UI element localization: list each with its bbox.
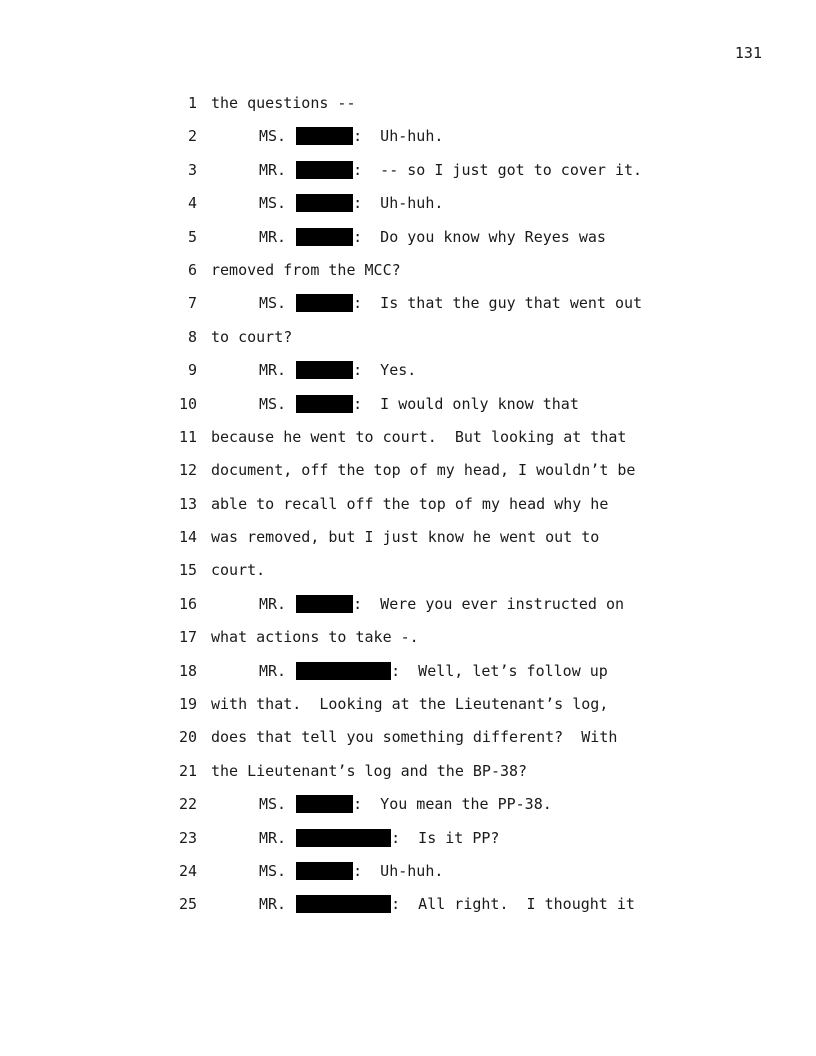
transcript-line xyxy=(170,292,690,325)
line-number: 8 xyxy=(187,327,197,346)
line-number: 13 xyxy=(178,494,197,513)
redaction-box xyxy=(296,829,391,847)
transcript-line xyxy=(170,359,690,392)
line-number: 19 xyxy=(178,695,197,714)
line-content xyxy=(211,326,292,348)
transcript-line xyxy=(170,760,690,793)
line-number: 6 xyxy=(187,260,197,279)
redaction-box xyxy=(296,862,353,880)
transcript-line xyxy=(170,593,690,626)
line-number: 14 xyxy=(178,528,197,547)
transcript-line xyxy=(170,459,690,492)
speaker-label: MR. xyxy=(259,160,287,179)
line-text: : Uh-huh. xyxy=(353,861,444,880)
redaction-box xyxy=(296,361,353,379)
line-content xyxy=(211,359,416,381)
line-content xyxy=(211,793,552,815)
transcript-line xyxy=(170,159,690,192)
transcript-line xyxy=(170,192,690,225)
line-content xyxy=(211,92,356,114)
speaker-label: MS. xyxy=(259,127,287,146)
transcript-line xyxy=(170,827,690,860)
line-content xyxy=(211,626,419,648)
redaction-box xyxy=(296,895,391,913)
line-text: : Yes. xyxy=(353,361,417,380)
line-text: to court? xyxy=(211,327,293,346)
line-text: : All right. I thought it xyxy=(391,895,635,914)
line-content xyxy=(211,660,608,682)
line-text: removed from the MCC? xyxy=(211,260,401,279)
line-number: 10 xyxy=(178,394,197,413)
redaction-box xyxy=(296,294,353,312)
line-content xyxy=(211,426,626,448)
speaker-label: MS. xyxy=(259,194,287,213)
line-content xyxy=(211,459,635,481)
redaction-box xyxy=(296,228,353,246)
line-content xyxy=(211,559,265,581)
line-content xyxy=(211,593,624,615)
line-number: 1 xyxy=(187,94,197,112)
transcript-line xyxy=(170,493,690,526)
line-text: : I would only know that xyxy=(353,394,579,413)
line-number: 17 xyxy=(178,628,197,647)
line-content xyxy=(211,827,499,849)
speaker-label: MR. xyxy=(259,661,287,680)
line-content xyxy=(211,393,579,415)
transcript-body xyxy=(170,92,690,927)
line-number: 15 xyxy=(178,561,197,580)
line-number: 5 xyxy=(187,227,197,246)
transcript-line xyxy=(170,693,690,726)
line-text: : Do you know why Reyes was xyxy=(353,227,606,246)
line-text: : You mean the PP-38. xyxy=(353,795,552,814)
line-number: 22 xyxy=(178,795,197,814)
line-content xyxy=(211,125,443,147)
redaction-box xyxy=(296,127,353,145)
line-content xyxy=(211,159,642,181)
line-number: 25 xyxy=(178,895,197,914)
speaker-label: MR. xyxy=(259,361,287,380)
redaction-box xyxy=(296,595,353,613)
speaker-label: MS. xyxy=(259,294,287,313)
line-content xyxy=(211,493,608,515)
line-text: : -- so I just got to cover it. xyxy=(353,160,643,179)
speaker-label: MS. xyxy=(259,861,287,880)
line-content xyxy=(211,226,606,248)
line-text: was removed, but I just know he went out to xyxy=(211,528,600,547)
line-number: 23 xyxy=(178,828,197,847)
line-content xyxy=(211,292,642,314)
transcript-line xyxy=(170,893,690,926)
line-number: 20 xyxy=(178,728,197,747)
line-text: : Is that the guy that went out xyxy=(353,294,643,313)
line-text: because he went to court. But looking at that xyxy=(211,427,627,446)
redaction-box xyxy=(296,194,353,212)
line-number: 12 xyxy=(178,461,197,480)
line-text: : Were you ever instructed on xyxy=(353,594,625,613)
transcript-line xyxy=(170,226,690,259)
line-number: 21 xyxy=(178,761,197,780)
transcript-line xyxy=(170,125,690,158)
line-text: the questions -- xyxy=(211,94,356,112)
line-number: 16 xyxy=(178,594,197,613)
line-content xyxy=(211,693,608,715)
line-content xyxy=(211,760,527,782)
line-number: 9 xyxy=(187,361,197,380)
line-number: 24 xyxy=(178,861,197,880)
line-number: 18 xyxy=(178,661,197,680)
line-number: 4 xyxy=(187,194,197,213)
transcript-line xyxy=(170,660,690,693)
line-text: with that. Looking at the Lieutenant’s log, xyxy=(211,695,609,714)
line-text: : Uh-huh. xyxy=(353,194,444,213)
transcript-line xyxy=(170,626,690,659)
transcript-line xyxy=(170,393,690,426)
line-text: : Well, let’s follow up xyxy=(391,661,608,680)
transcript-line xyxy=(170,860,690,893)
transcript-line xyxy=(170,92,690,125)
line-content xyxy=(211,726,617,748)
line-content xyxy=(211,860,443,882)
line-text: does that tell you something different? With xyxy=(211,728,618,747)
line-text: court. xyxy=(211,561,266,580)
page-number: 131 xyxy=(734,44,762,62)
speaker-label: MS. xyxy=(259,394,287,413)
line-content xyxy=(211,526,599,548)
line-text: : Is it PP? xyxy=(391,828,500,847)
line-number: 11 xyxy=(178,427,197,446)
line-number: 2 xyxy=(187,127,197,146)
line-text: the Lieutenant’s log and the BP-38? xyxy=(211,761,528,780)
redaction-box xyxy=(296,395,353,413)
line-text: : Uh-huh. xyxy=(353,127,444,146)
redaction-box xyxy=(296,662,391,680)
speaker-label: MR. xyxy=(259,828,287,847)
transcript-line xyxy=(170,326,690,359)
line-text: what actions to take -. xyxy=(211,628,419,647)
speaker-label: MR. xyxy=(259,895,287,914)
speaker-label: MR. xyxy=(259,227,287,246)
line-text: able to recall off the top of my head why he xyxy=(211,494,609,513)
transcript-line xyxy=(170,426,690,459)
line-content xyxy=(211,259,401,281)
speaker-label: MR. xyxy=(259,594,287,613)
line-number: 3 xyxy=(187,160,197,179)
line-content xyxy=(211,192,443,214)
line-text: document, off the top of my head, I wouldn’t be xyxy=(211,461,636,480)
transcript-line xyxy=(170,726,690,759)
redaction-box xyxy=(296,795,353,813)
redaction-box xyxy=(296,161,353,179)
line-number: 7 xyxy=(187,294,197,313)
transcript-line xyxy=(170,559,690,592)
speaker-label: MS. xyxy=(259,795,287,814)
transcript-line xyxy=(170,793,690,826)
transcript-line xyxy=(170,526,690,559)
line-content xyxy=(211,893,635,915)
transcript-line xyxy=(170,259,690,292)
